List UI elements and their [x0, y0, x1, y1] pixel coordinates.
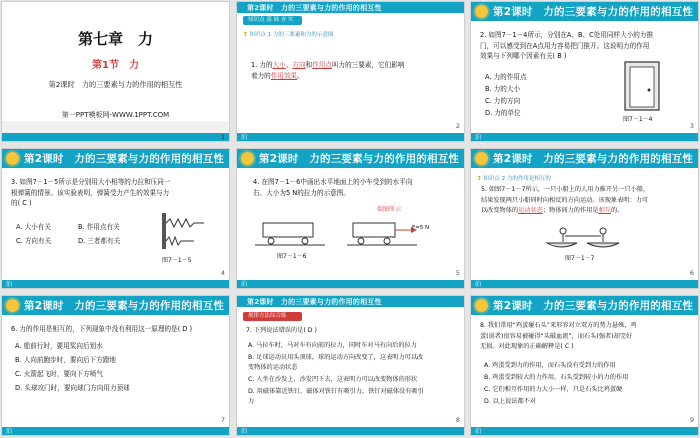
option-b: B. 人向前跑步时，要向后下方蹬地 — [15, 356, 117, 364]
figure-caption: 图7－1－4 — [623, 116, 653, 123]
option-a: A. 马拉车时，马对车有向前的拉力，同时车对马有向后的拉力 — [248, 342, 417, 349]
slide-footer: 泊 — [471, 280, 698, 288]
slide-footer: 泊 — [237, 280, 464, 288]
knowledge-point: ❢ 知识点 2 力的作用是相互的 — [477, 176, 551, 182]
section-tag: 规律方法综合练 — [243, 312, 302, 321]
option-b: B. 作用点有关 — [78, 223, 120, 231]
slide-footer: 泊 — [471, 427, 698, 435]
option-d-cont: 力 — [248, 398, 255, 405]
slide-header: 第2课时 力的三要素与力的作用的相互性 — [2, 296, 229, 315]
option-d: D. 用磁体靠近铁钉，磁体对铁钉有吸引力，铁钉对磁体没有吸引 — [248, 388, 424, 395]
option-d: D. 头球攻门时，要向球门方向用力顶球 — [15, 384, 130, 392]
question-1: 1. 力的大小、方向和作用点叫力的三要素，它们影响 着力的作用效果。 — [251, 61, 405, 80]
bulb-icon: ❢ — [477, 176, 482, 182]
sun-icon — [6, 299, 19, 312]
slide-4-thumbnail[interactable] — [2, 149, 229, 288]
option-b: B. 足球运动员用头顶球，球的运动方向改变了，这表明力可以改 — [248, 354, 424, 361]
slide-footer: 泊 — [471, 133, 698, 141]
slide-2-thumbnail[interactable] — [237, 2, 464, 141]
question-4: 4. 在图7－1－6中画出水平地面上的小车受到的水平向 右、大小为5 N的拉力的示意图。 — [253, 178, 413, 197]
bulb-icon: ❢ — [243, 32, 248, 38]
section-tag: 知识点 基 础 夯 实 — [243, 16, 302, 25]
option-b-cont: 变物体的运动状态 — [248, 364, 298, 371]
option-d: D. 力的单位 — [485, 109, 521, 117]
slide-footer: 泊 — [237, 427, 464, 435]
slide-footer: 泊 — [2, 280, 229, 288]
sun-icon — [475, 299, 488, 312]
sun-icon — [6, 152, 19, 165]
slide-5-thumbnail[interactable] — [237, 149, 464, 288]
slide-header: 第2课时 力的三要素与力的作用的相互性 — [471, 296, 698, 315]
website-text: 第一PPT模板网-WWW.1PPT.COM — [61, 111, 170, 119]
option-c: C. 方向有关 — [16, 237, 52, 245]
cart-figure — [255, 219, 325, 249]
option-a: A. 力的作用点 — [485, 73, 527, 81]
question-6: 6. 力的作用是相互的，下列现象中没有利用这一原理的是( D ) — [11, 325, 193, 333]
slide-1-thumbnail[interactable] — [2, 2, 229, 141]
boats-figure — [543, 223, 623, 251]
page-number: 3 — [689, 122, 694, 130]
lesson-subtitle: 第2课时 力的三要素与力的作用的相互性 — [48, 80, 183, 89]
page-number: 1 — [220, 133, 225, 141]
question-5: 5. 如图7－1－7所示，一只小船上的人用力推开另一只小船， 结果发现两只小船同时向相反的方向运动。该现象表明：力可 以改变物体的运动状态；物体间力的作用是相互的。 — [481, 186, 650, 215]
option-c: C. 它们相互作用的力大小一样，只是石头比鸡蛋硬 — [484, 386, 623, 393]
page-number: 4 — [220, 269, 225, 277]
section-title: 第1节 力 — [92, 60, 139, 71]
slide-3-thumbnail[interactable] — [471, 2, 698, 141]
force-label: F=5 N — [412, 225, 430, 231]
option-a: A. 船前行时，要用桨向后划水 — [15, 342, 103, 350]
page-number: 5 — [455, 269, 460, 277]
chapter-title: 第七章 力 — [77, 30, 153, 48]
slide-9-thumbnail[interactable] — [471, 296, 698, 435]
door-figure — [621, 60, 663, 112]
slide-8-thumbnail[interactable] — [237, 296, 464, 435]
figure-caption: 图7－1－5 — [162, 257, 192, 264]
option-c: C. 力的方向 — [485, 97, 521, 105]
question-7: 7. 下列说法错误的是( D ) — [246, 327, 317, 334]
slide-header — [237, 2, 464, 13]
cart-force-figure — [347, 217, 430, 249]
sun-icon — [241, 152, 254, 165]
page-number: 2 — [455, 122, 460, 130]
option-c: C. 火箭起飞时，要向下方喷气 — [15, 370, 103, 378]
question-3: 3. 如图7－1－5所示是分别用大小相等的力拉和压同一 根弹簧的情景。该实验表明，弹簧受力产生的效果与力 的( C ) — [11, 178, 171, 208]
page-number: 9 — [689, 416, 694, 424]
slide-6-thumbnail[interactable] — [471, 149, 698, 288]
slide-header: 第2课时 力的三要素与力的作用的相互性 — [237, 296, 464, 307]
option-d: D. 以上说法都不对 — [484, 398, 537, 405]
spring-figure — [160, 211, 216, 251]
decor-band — [2, 121, 229, 133]
sun-icon — [475, 5, 488, 18]
page-number: 7 — [220, 416, 225, 424]
slide-header: 第2课时 力的三要素与力的作用的相互性 — [471, 2, 698, 21]
slide-header: 第2课时 力的三要素与力的作用的相互性 — [237, 149, 464, 168]
sun-icon — [475, 152, 488, 165]
option-c: C. 人坐在沙发上，沙发凹下去，这表明力可以改变物体的形状 — [248, 376, 418, 383]
slide-7-thumbnail[interactable] — [2, 296, 229, 435]
slide-footer — [2, 133, 229, 141]
knowledge-point: ❢ 知识点 1 力的三要素和力的示意图 — [243, 32, 334, 38]
slide-footer: 泊 — [2, 427, 229, 435]
page-number: 6 — [689, 269, 694, 277]
option-a: A. 鸡蛋受到力的作用，而石头没有受到力的作用 — [484, 362, 616, 369]
slide-header: 第2课时 力的三要素与力的作用的相互性 — [471, 149, 698, 168]
figure-caption: 图7－1－7 — [565, 255, 595, 262]
answer-note: 如图所示 — [377, 206, 402, 213]
option-d: D. 三者都有关 — [78, 237, 121, 245]
header-title: 第2课时 力的三要素与力的作用的相互性 — [247, 4, 382, 12]
slide-header: 第2课时 力的三要素与力的作用的相互性 — [2, 149, 229, 168]
page-number: 8 — [455, 416, 460, 424]
option-b: B. 力的大小 — [485, 85, 521, 93]
question-8: 8. 我们常用“鸡蛋碰石头”来形容对立双方的势力悬殊，鸡 蛋(弱者)很容易被碰得“头破血流”，而石头(强者)却完好 无损。对此现象的正确解释是( C ) — [480, 322, 637, 351]
option-b: B. 鸡蛋受到较大的力作用，石头受到较小的力的作用 — [484, 374, 629, 381]
option-a: A. 大小有关 — [16, 223, 51, 231]
question-2: 2. 如图7－1－4所示，分别在A、B、C处用同样大小的力推 门，可以感受到在A点用力容易把门推开。这说明力的作用 效果与下列哪个因素有关( B ) — [480, 31, 654, 61]
slide-footer: 泊 — [237, 133, 464, 141]
figure-caption: 图7－1－6 — [277, 253, 307, 260]
